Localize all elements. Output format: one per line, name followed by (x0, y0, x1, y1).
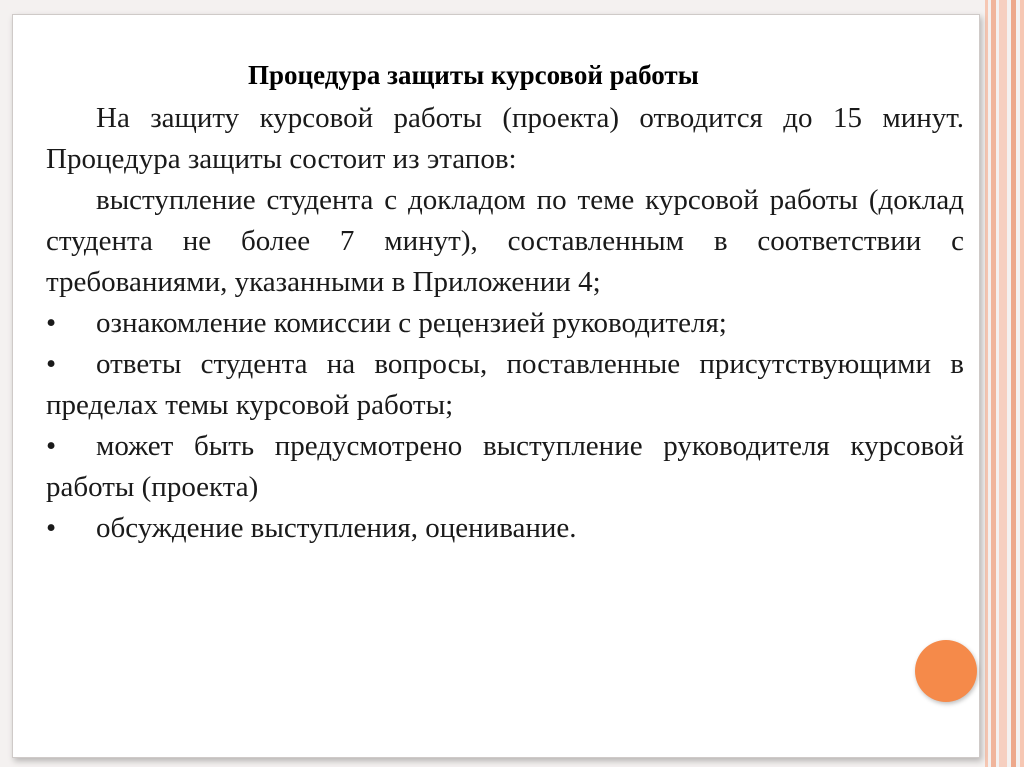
decorative-circle (915, 640, 977, 702)
decorative-stripes (984, 0, 1024, 767)
stripe (1020, 0, 1024, 767)
list-item-text: обсуждение выступления, оценивание. (96, 512, 577, 544)
intro-paragraph: На защиту курсовой работы (проекта) отводится до 15 минут. Процедура защиты состоит из этапов: (46, 102, 964, 175)
list-item (46, 303, 964, 344)
list-item-text: может быть предусмотрено выступление руководителя курсовой работы (проекта) (46, 430, 964, 503)
bullet-symbol: • (46, 348, 57, 380)
stripe (991, 0, 996, 767)
stripe (985, 0, 988, 767)
list-item (46, 344, 964, 426)
list-item (46, 508, 964, 549)
stripe (1011, 0, 1016, 767)
list-item-text: ознакомление комиссии с рецензией руководителя; (96, 307, 727, 339)
stripe (999, 0, 1007, 767)
slide-title: Процедура защиты курсовой работы (248, 60, 699, 90)
bullet-symbol: • (46, 307, 57, 339)
list-item-text: ответы студента на вопросы, поставленные присутствующими в пределах темы курсовой работы; (46, 348, 964, 421)
bullet-symbol: • (46, 430, 57, 462)
first-stage-paragraph: выступление студента с докладом по теме курсовой работы (доклад студента не более 7 минут), составленным в соответствии с требованиями, указанными в Приложении 4; (46, 184, 964, 298)
list-item (46, 426, 964, 508)
bullet-symbol: • (46, 512, 57, 544)
